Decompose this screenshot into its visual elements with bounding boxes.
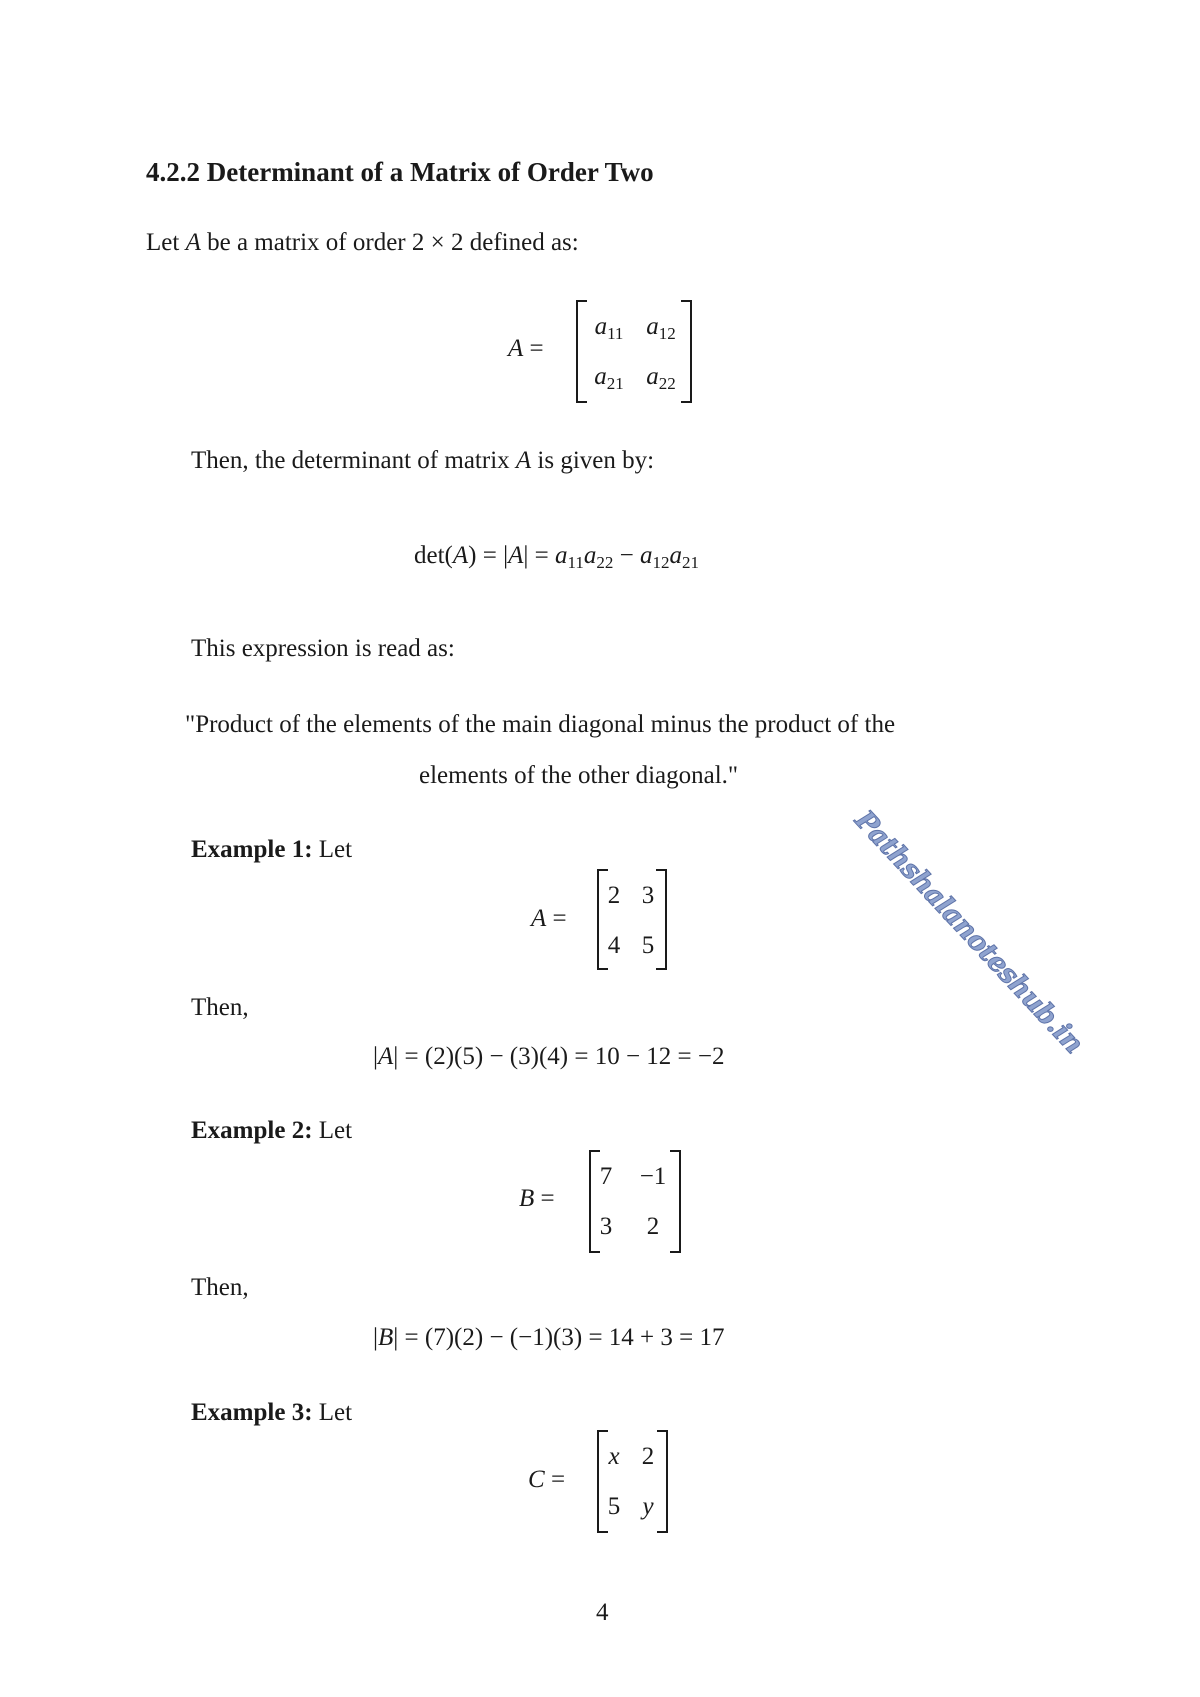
- matrix-name: A: [508, 335, 524, 362]
- example-2-then: Then,: [191, 1274, 249, 1301]
- example-3-label: Example 3: Let: [191, 1399, 353, 1426]
- example-2-matrix-label: B =: [519, 1185, 555, 1212]
- quote-line-2: elements of the other diagonal.": [419, 762, 739, 789]
- example-1-label: Example 1: Let: [191, 836, 353, 863]
- read-as-text: This expression is read as:: [191, 635, 455, 662]
- matrix-cell: 2: [607, 882, 621, 909]
- matrix-a-general: [576, 300, 692, 403]
- example-2-matrix: [589, 1150, 681, 1253]
- section-heading: 4.2.2 Determinant of a Matrix of Order Two: [146, 157, 654, 187]
- example-1-matrix-label: A =: [531, 905, 567, 932]
- equals-sign: =: [523, 335, 544, 362]
- intro-text-part: be a matrix of order 2 × 2 defined as:: [200, 229, 579, 256]
- matrix-cell: y: [642, 1493, 654, 1520]
- matrix-a-label: [508, 334, 544, 364]
- matrix-cell: 7: [599, 1163, 613, 1190]
- matrix-cell: 5: [607, 1493, 621, 1520]
- example-2-label: Example 2: Let: [191, 1117, 353, 1144]
- quote-line-1: "Product of the elements of the main diagonal minus the product of the: [185, 711, 896, 738]
- variable-a: A: [185, 229, 201, 256]
- example-1-matrix: [597, 869, 667, 970]
- matrix-cell: $a_{22}$: [646, 363, 676, 393]
- example-3-matrix-label: C =: [528, 1466, 566, 1493]
- matrix-cell: 4: [607, 932, 621, 959]
- page-number: 4: [596, 1599, 609, 1626]
- matrix-cell: x: [608, 1443, 620, 1470]
- matrix-cell: 3: [599, 1213, 613, 1240]
- matrix-cell: 5: [641, 932, 655, 959]
- determinant-formula: $\det(A) = |A| = a_{11}a_{22} - a_{12}a_{21}$: [414, 542, 699, 572]
- watermark: Pathshalanoteshub.in: [848, 804, 1090, 1060]
- example-1-then: Then,: [191, 994, 249, 1021]
- intro-text-part: Let: [146, 229, 186, 256]
- example-2-result: |B| = (7)(2) − (−1)(3) = 14 + 3 = 17: [373, 1324, 725, 1351]
- intro-text: [146, 228, 579, 258]
- matrix-cell: 3: [641, 882, 655, 909]
- matrix-cell: $a_{12}$: [646, 313, 676, 343]
- matrix-cell: 2: [641, 1443, 655, 1470]
- then-determinant-text: Then, the determinant of matrix A is given by:: [191, 447, 655, 474]
- matrix-cell: −1: [639, 1163, 667, 1190]
- matrix-cell: $a_{11}$: [594, 313, 624, 343]
- matrix-cell: $a_{21}$: [594, 363, 624, 393]
- example-3-matrix: [597, 1430, 668, 1533]
- example-1-result: |A| = (2)(5) − (3)(4) = 10 − 12 = −2: [373, 1043, 725, 1070]
- matrix-cell: 2: [646, 1213, 660, 1240]
